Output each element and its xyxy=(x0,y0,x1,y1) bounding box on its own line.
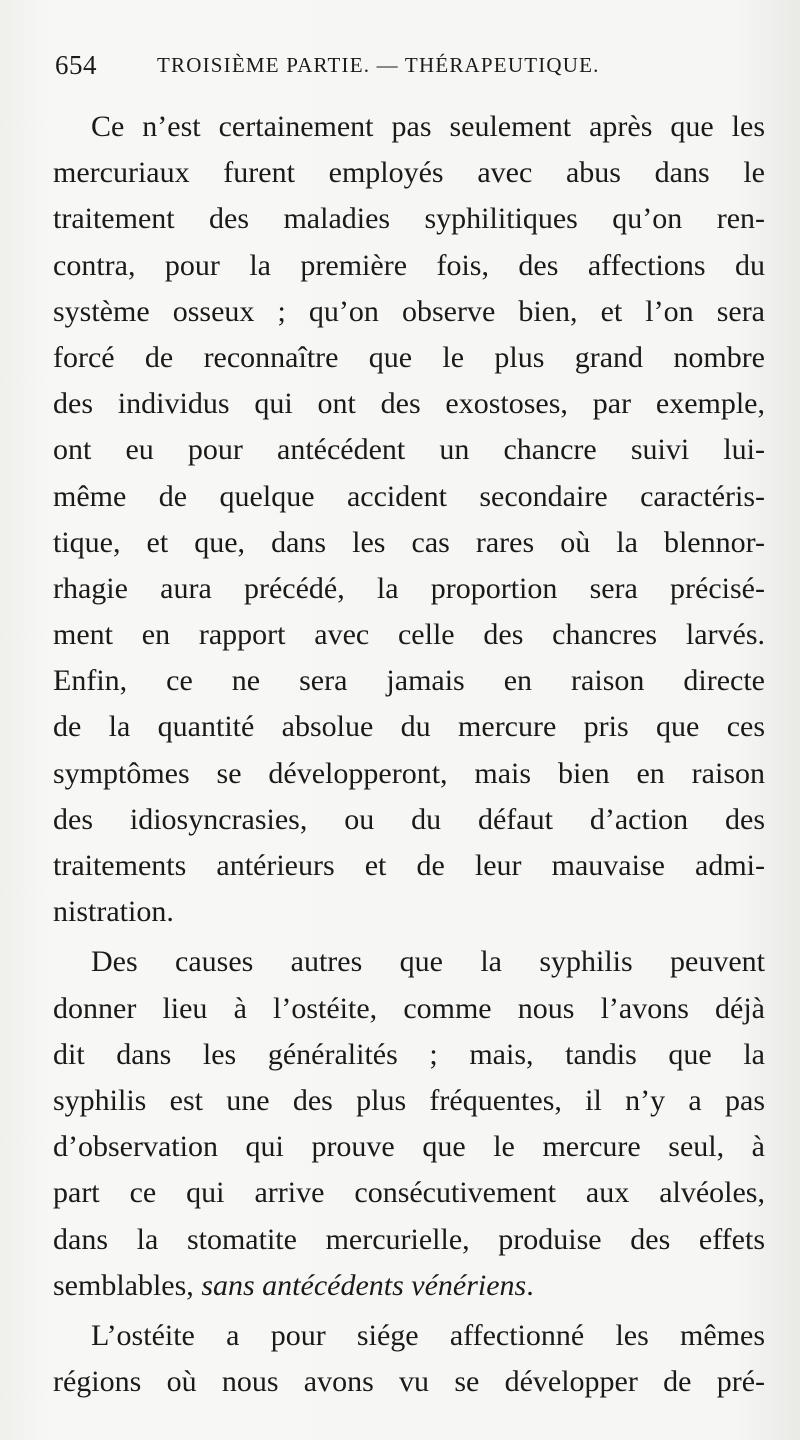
text-line: forcé de reconnaître que le plus grand nombre xyxy=(53,340,765,374)
text-line: part ce qui arrive consécutivement aux alvéoles, xyxy=(53,1176,765,1210)
body-text xyxy=(53,104,765,1405)
text-line: de la quantité absolue du mercure pris que ces xyxy=(53,710,765,744)
text-line: traitements antérieurs et de leur mauvaise admi- xyxy=(53,849,765,882)
text-line: tique, et que, dans les cas rares où la blennor- xyxy=(53,525,765,559)
text-line: des individus qui ont des exostoses, par exemple, xyxy=(53,387,765,421)
running-header xyxy=(55,50,755,84)
text-line: dit dans les généralités ; mais, tandis que la xyxy=(53,1037,765,1071)
text-line: nistration. xyxy=(53,895,174,929)
text-line: donner lieu à l’ostéite, comme nous l’avons déjà xyxy=(53,991,765,1025)
text-line: syphilis est une des plus fréquentes, il n’y a pas xyxy=(53,1083,765,1117)
text-line: même de quelque accident secondaire caractéris- xyxy=(53,479,765,513)
text-line: d’observation qui prouve que le mercure seul, à xyxy=(53,1130,765,1164)
text-line: Enfin, ce ne sera jamais en raison directe xyxy=(53,664,765,698)
text-fragment: semblables, xyxy=(53,1268,202,1302)
page-number: 654 xyxy=(55,50,97,80)
text-line: symptômes se développeront, mais bien en raison xyxy=(53,756,765,790)
text-line: dans la stomatite mercurielle, produise des effets xyxy=(53,1222,765,1256)
paragraph-1 xyxy=(53,104,765,935)
text-line: L’ostéite a pour siége affectionné les mêmes xyxy=(91,1318,765,1352)
text-line: rhagie aura précédé, la proportion sera précisé- xyxy=(53,571,765,605)
text-line: traitement des maladies syphilitiques qu’on ren- xyxy=(53,202,765,236)
text-line: régions où nous avons vu se développer de pré- xyxy=(53,1365,765,1399)
running-title: TROISIÈME PARTIE. — THÉRAPEUTIQUE. xyxy=(157,53,600,77)
text-line: ment en rapport avec celle des chancres larvés. xyxy=(53,618,765,652)
text-fragment: . xyxy=(526,1268,534,1302)
italic-phrase: sans antécédents vénériens xyxy=(201,1268,527,1302)
paragraph-2 xyxy=(53,939,765,1309)
text-line: contra, pour la première fois, des affections du xyxy=(53,248,765,282)
text-line: système osseux ; qu’on observe bien, et l’on sera xyxy=(53,294,765,328)
text-line: Ce n’est certainement pas seulement après que les xyxy=(91,110,765,143)
text-line: mercuriaux furent employés avec abus dans le xyxy=(53,156,765,190)
text-line: ont eu pour antécédent un chancre suivi lui- xyxy=(53,433,765,467)
paragraph-3 xyxy=(53,1313,765,1405)
text-line xyxy=(53,1263,765,1309)
text-line: des idiosyncrasies, ou du défaut d’action des xyxy=(53,802,765,836)
text-line: Des causes autres que la syphilis peuvent xyxy=(91,945,765,979)
